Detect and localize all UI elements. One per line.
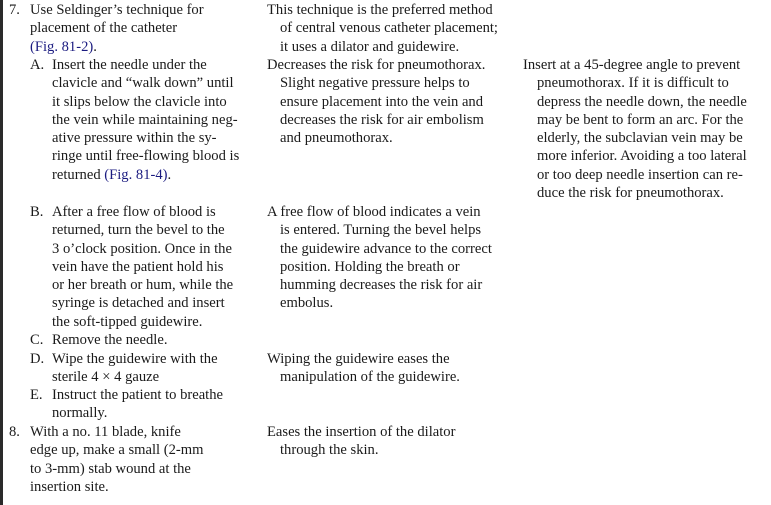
text-line: elderly, the subclavian vein may be — [537, 130, 743, 147]
text-line: ative pressure within the sy- — [52, 130, 217, 147]
text-line: Use Seldinger’s technique for — [30, 2, 204, 18]
text-line: sterile 4 × 4 gauze — [52, 369, 160, 386]
text-line: placement of the catheter — [30, 20, 178, 37]
text-line: edge up, make a small (2-mm — [30, 442, 204, 459]
step-7-number: 7. — [9, 2, 20, 18]
text-line: decreases the risk for air embolism — [280, 111, 484, 128]
text-line: to 3-mm) stab wound at the — [30, 460, 191, 477]
text-line: returned — [52, 166, 105, 183]
substep-b-letter: B. — [30, 204, 44, 220]
substep-d-action — [52, 350, 218, 387]
text-line: returned, turn the bevel to the — [52, 222, 225, 239]
substep-a-action — [52, 56, 239, 184]
substep-e-action — [52, 386, 223, 423]
step-7-rationale — [267, 1, 498, 56]
substep-d-rationale — [267, 350, 460, 387]
text-line: the guidewire advance to the correct — [280, 240, 492, 257]
text-line: of central venous catheter placement; — [280, 20, 498, 37]
text-line: vein have the patient hold his — [52, 258, 224, 275]
step-7-action — [30, 1, 204, 56]
text-line: Insert at a 45-degree angle to prevent — [523, 57, 741, 73]
text-line: insertion site. — [30, 478, 109, 495]
text-line: or her breath or hum, while the — [52, 277, 234, 294]
text-line: is entered. Turning the bevel helps — [280, 222, 482, 239]
text-line: and pneumothorax. — [280, 130, 393, 147]
text-line: or too deep needle insertion can re- — [537, 166, 743, 183]
text-line: ringe until free-flowing blood is — [52, 148, 240, 165]
step-8-action — [30, 423, 203, 496]
text-line: With a no. 11 blade, knife — [30, 424, 181, 440]
text-line: more inferior. Avoiding a too lateral — [537, 148, 747, 165]
step-8-number: 8. — [9, 424, 20, 440]
text-line: . — [93, 38, 97, 55]
text-line: the soft-tipped guidewire. — [52, 313, 203, 330]
fig-81-2-link[interactable]: (Fig. 81-2) — [30, 38, 94, 55]
text-line: through the skin. — [280, 442, 379, 459]
substep-e-letter: E. — [30, 387, 43, 403]
text-line: normally. — [52, 405, 108, 422]
text-line: Eases the insertion of the dilator — [267, 424, 456, 440]
text-line: Wipe the guidewire with the — [52, 351, 218, 367]
text-line: 3 o’clock position. Once in the — [52, 240, 232, 257]
text-line: Decreases the risk for pneumothorax. — [267, 57, 486, 73]
text-line: clavicle and “walk down” until — [52, 75, 234, 92]
substep-a-rationale — [267, 56, 485, 147]
substep-a-letter: A. — [30, 57, 45, 73]
text-line: it uses a dilator and guidewire. — [280, 38, 460, 55]
text-line: embolus. — [280, 295, 334, 312]
text-line: Remove the needle. — [52, 332, 168, 348]
text-line: A free flow of blood indicates a vein — [267, 204, 481, 220]
substep-d-letter: D. — [30, 351, 45, 367]
text-line: . — [167, 166, 172, 183]
text-line: Slight negative pressure helps to — [280, 75, 470, 92]
text-line: position. Holding the breath or — [280, 258, 460, 275]
text-line: humming decreases the risk for air — [280, 277, 483, 294]
text-line: Instruct the patient to breathe — [52, 387, 224, 403]
text-line: syringe is detached and insert — [52, 295, 225, 312]
text-line: Insert the needle under the — [52, 57, 207, 73]
text-line: After a free flow of blood is — [52, 204, 216, 220]
substep-b-action — [52, 203, 233, 331]
text-line: This technique is the preferred method — [267, 2, 493, 18]
substep-c-letter: C. — [30, 332, 44, 348]
substep-c-action — [52, 331, 168, 349]
text-line: it slips below the clavicle into — [52, 93, 227, 110]
text-line: the vein while maintaining neg- — [52, 111, 238, 128]
text-line: ensure placement into the vein and — [280, 93, 484, 110]
text-line: pneumothorax. If it is difficult to — [537, 75, 729, 92]
text-line: Wiping the guidewire eases the — [267, 351, 450, 367]
text-line: duce the risk for pneumothorax. — [537, 185, 724, 202]
text-line: may be bent to form an arc. For the — [537, 111, 744, 128]
fig-81-4-link[interactable]: (Fig. 81-4) — [104, 166, 168, 183]
step-8-rationale — [267, 423, 455, 460]
text-line: depress the needle down, the needle — [537, 93, 747, 110]
substep-b-rationale — [267, 203, 492, 313]
page-edge-bar — [0, 0, 3, 505]
text-line: manipulation of the guidewire. — [280, 369, 460, 386]
substep-a-notes — [523, 56, 747, 202]
